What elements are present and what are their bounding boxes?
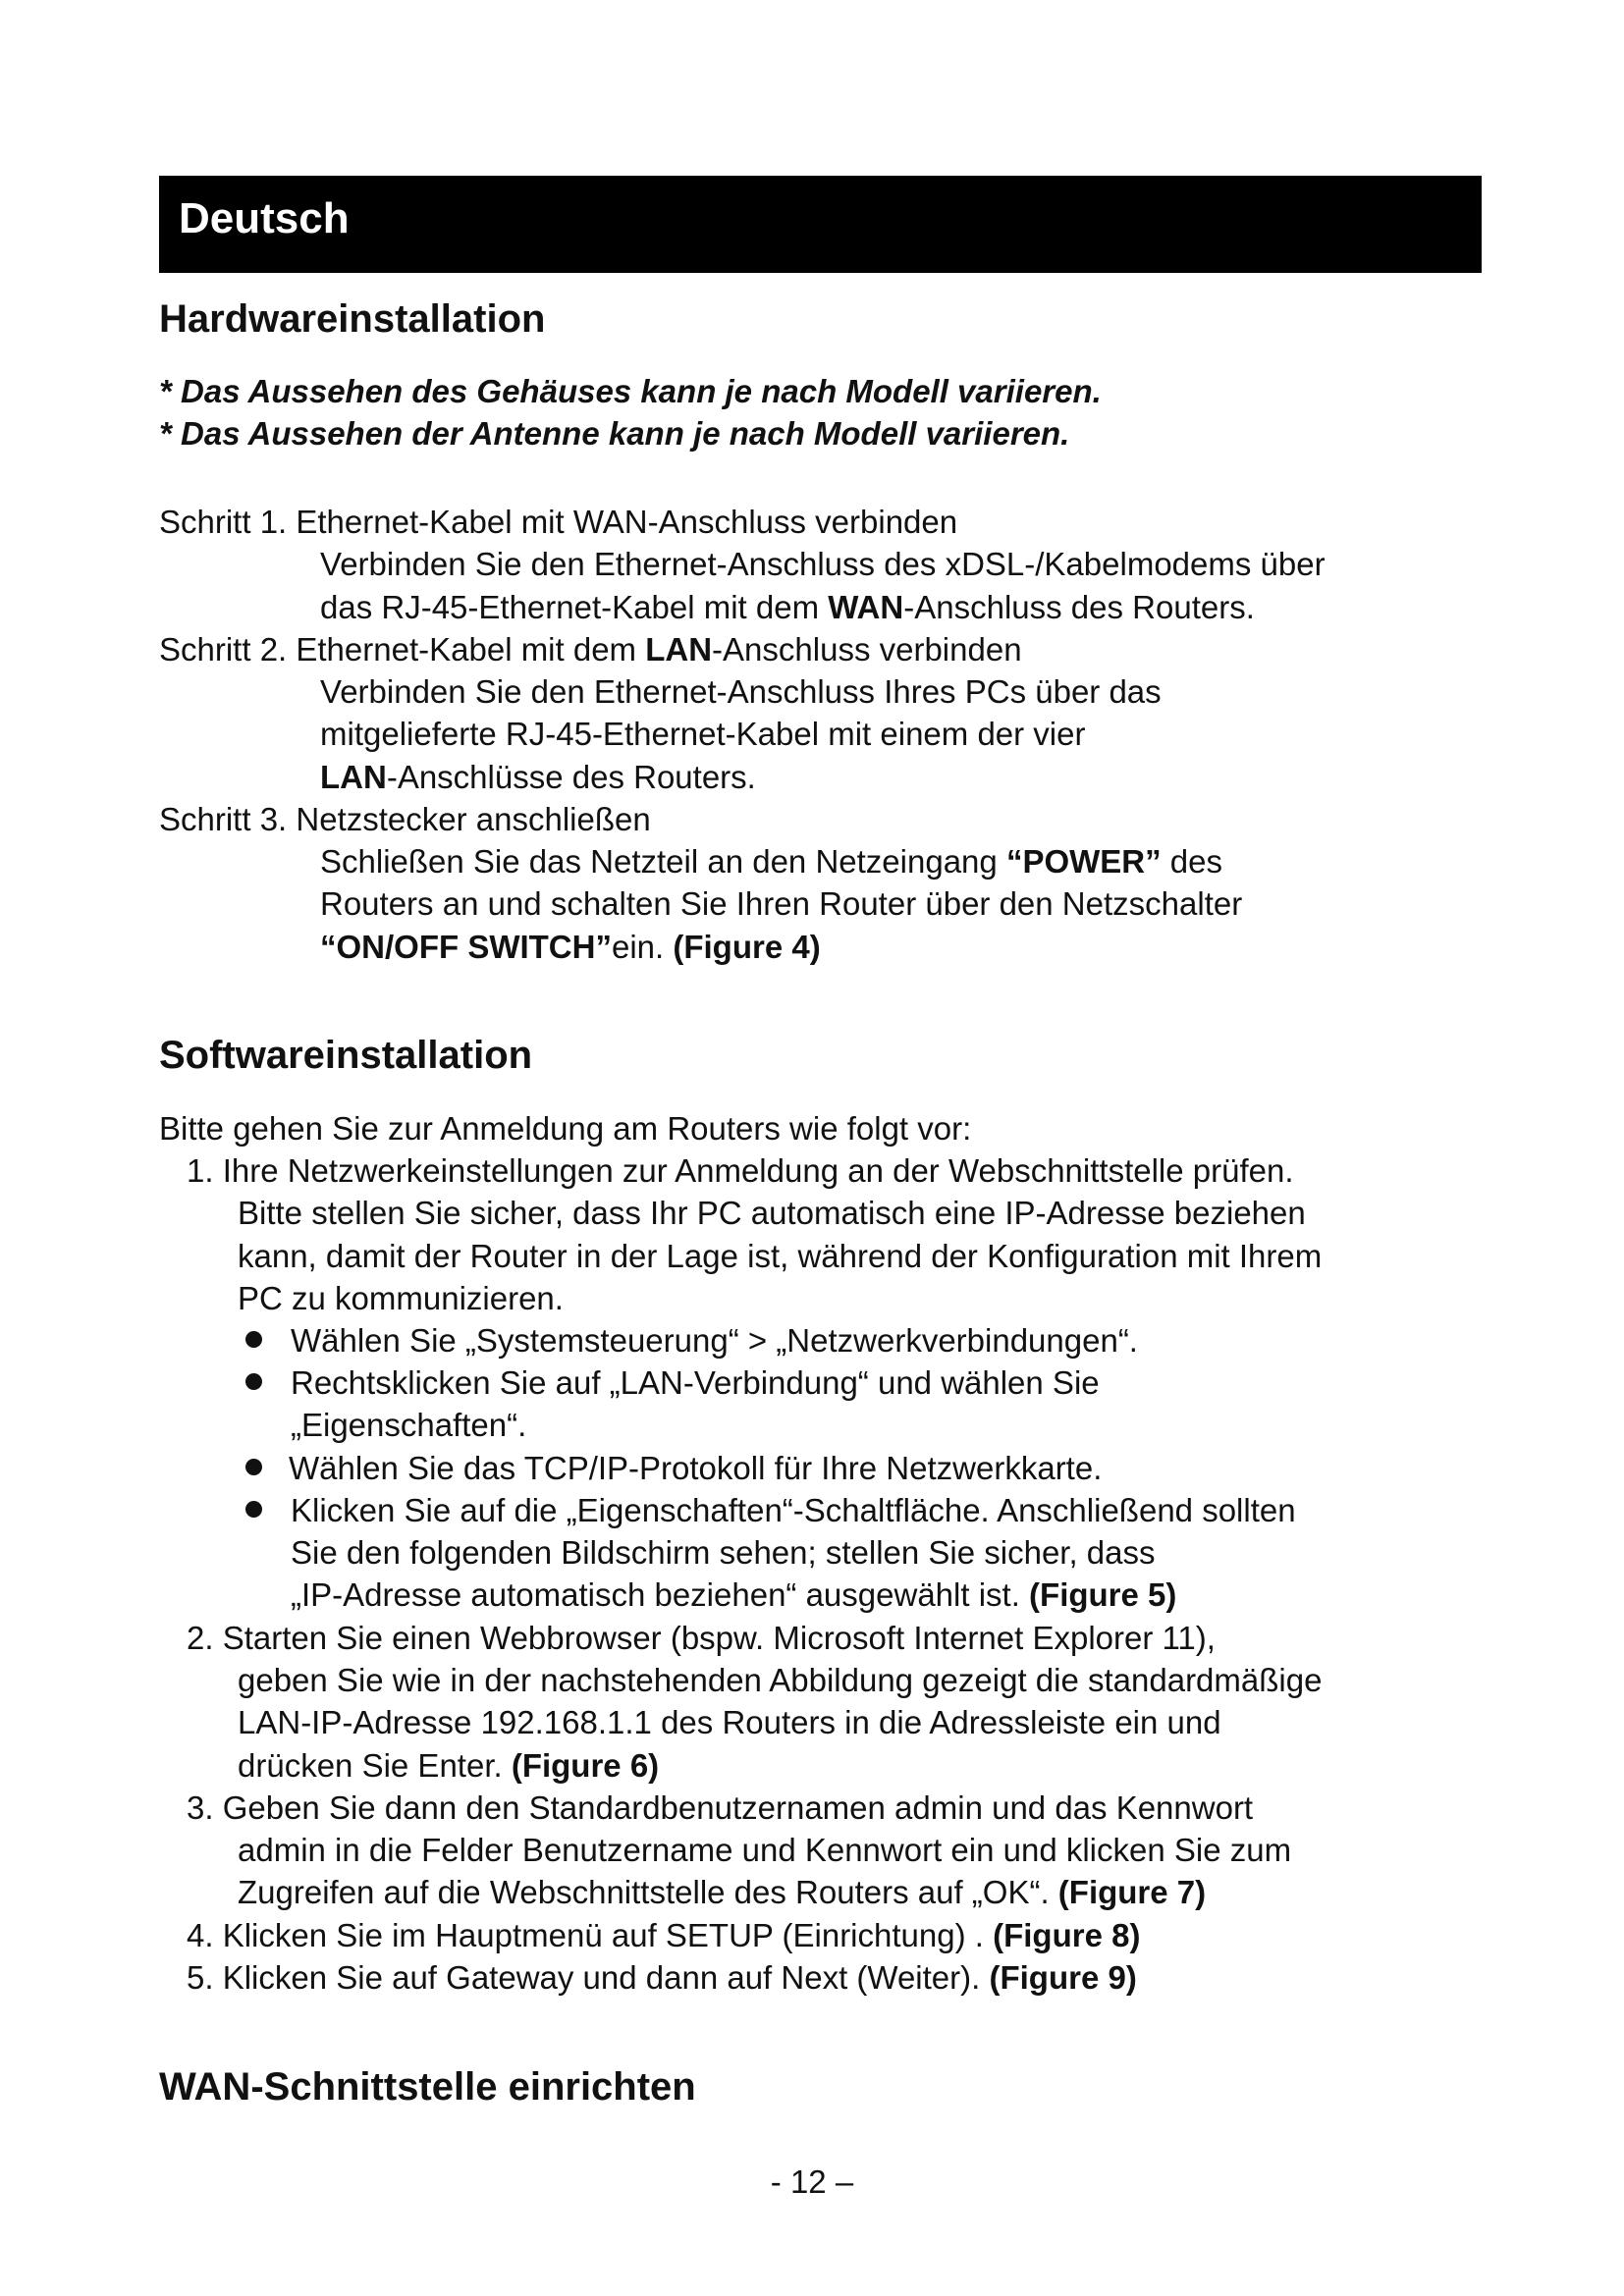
step2-line3-rest: -Anschlüsse des Routers. bbox=[386, 759, 756, 795]
language-banner-label: Deutsch bbox=[179, 194, 350, 242]
bullet2-line2: „Eigenschaften“. bbox=[291, 1407, 527, 1443]
figure-9-ref: (Figure 9) bbox=[989, 1959, 1137, 1996]
bullet3-text: Wählen Sie das TCP/IP-Protokoll für Ihre Netzwerkkarte. bbox=[289, 1450, 1103, 1486]
item1-line4: PC zu kommunizieren. bbox=[238, 1280, 564, 1316]
item3-line3-text: Zugreifen auf die Webschnittstelle des Routers auf „OK“. bbox=[238, 1874, 1058, 1910]
step1-line2 bbox=[320, 591, 1255, 623]
step3-line1 bbox=[320, 845, 1222, 878]
step1-title: Schritt 1. Ethernet-Kabel mit WAN-Anschluss verbinden bbox=[159, 504, 958, 540]
figure-7-ref: (Figure 7) bbox=[1057, 1874, 1207, 1910]
bullet-dot bbox=[245, 1501, 262, 1518]
step2-title bbox=[159, 633, 1022, 666]
bullet4-line1: Klicken Sie auf die „Eigenschaften“-Schaltfläche. Anschließend sollten bbox=[291, 1492, 1296, 1528]
bullet2-line1: Rechtsklicken Sie auf „LAN-Verbindung“ und wählen Sie bbox=[291, 1364, 1100, 1401]
software-intro: Bitte gehen Sie zur Anmeldung am Routers wie folgt vor: bbox=[159, 1110, 972, 1147]
step3-title: Schritt 3. Netzstecker anschließen bbox=[159, 801, 651, 837]
hardware-heading: Hardwareinstallation bbox=[159, 297, 546, 341]
bullet-dot bbox=[245, 1459, 262, 1475]
power-label: “POWER” bbox=[1005, 843, 1162, 880]
antenna-note: * Das Aussehen der Antenne kann je nach Modell variieren. bbox=[159, 415, 1070, 452]
step2-title-rest: -Anschluss verbinden bbox=[712, 631, 1022, 667]
figure-6-ref: (Figure 6) bbox=[511, 1747, 660, 1784]
page-number: - 12 – bbox=[770, 2163, 854, 2200]
step3-line3-text: ein. bbox=[611, 929, 674, 965]
item2-line4-text: drücken Sie Enter. bbox=[238, 1747, 512, 1784]
language-banner bbox=[159, 176, 1482, 273]
item3-line3 bbox=[238, 1876, 1206, 1908]
bullet4-line2: Sie den folgenden Bildschirm sehen; stellen Sie sicher, dass bbox=[291, 1534, 1156, 1571]
step2-line2: mitgelieferte RJ-45-Ethernet-Kabel mit einem der vier bbox=[320, 716, 1086, 752]
step3-line1-text: Schließen Sie das Netzteil an den Netzeingang bbox=[320, 843, 1006, 880]
item5-line bbox=[187, 1961, 1137, 1994]
step1-line2-rest: -Anschluss des Routers. bbox=[903, 589, 1255, 625]
step3-line1-rest: des bbox=[1161, 843, 1222, 880]
step2-title-text: Schritt 2. Ethernet-Kabel mit dem bbox=[159, 631, 646, 667]
software-heading: Softwareinstallation bbox=[159, 1034, 533, 1077]
step3-line2: Routers an und schalten Sie Ihren Router über den Netzschalter bbox=[320, 885, 1243, 922]
housing-note: * Das Aussehen des Gehäuses kann je nach Modell variieren. bbox=[159, 373, 1102, 409]
wan-label: WAN bbox=[828, 589, 904, 625]
item5-text: 5. Klicken Sie auf Gateway und dann auf Next (Weiter). bbox=[187, 1959, 990, 1996]
bullet-dot bbox=[245, 1331, 262, 1348]
step3-line3 bbox=[320, 931, 821, 963]
item2-line1: 2. Starten Sie einen Webbrowser (bspw. Microsoft Internet Explorer 11), bbox=[187, 1620, 1216, 1656]
lan-label-2: LAN bbox=[320, 759, 387, 795]
item1-line1: 1. Ihre Netzwerkeinstellungen zur Anmeldung an der Webschnittstelle prüfen. bbox=[187, 1152, 1294, 1189]
lan-label: LAN bbox=[645, 631, 713, 667]
item3-line2: admin in die Felder Benutzername und Kennwort ein und klicken Sie zum bbox=[238, 1832, 1292, 1868]
bullet4-line3-text: „IP-Adresse automatisch beziehen“ ausgewählt ist. bbox=[291, 1576, 1030, 1613]
item4-line bbox=[187, 1919, 1140, 1951]
wan-heading: WAN-Schnittstelle einrichten bbox=[159, 2065, 696, 2109]
item4-text: 4. Klicken Sie im Hauptmenü auf SETUP (Einrichtung) . bbox=[187, 1917, 994, 1953]
step1-line1: Verbinden Sie den Ethernet-Anschluss des xDSL-/Kabelmodems über bbox=[320, 546, 1326, 582]
step2-line1: Verbinden Sie den Ethernet-Anschluss Ihres PCs über das bbox=[320, 673, 1162, 710]
figure-5-ref: (Figure 5) bbox=[1029, 1576, 1177, 1613]
item1-line2: Bitte stellen Sie sicher, dass Ihr PC automatisch eine IP-Adresse beziehen bbox=[238, 1195, 1306, 1231]
item1-line3: kann, damit der Router in der Lage ist, während der Konfiguration mit Ihrem bbox=[238, 1238, 1323, 1274]
item3-line1: 3. Geben Sie dann den Standardbenutzernamen admin und das Kennwort bbox=[187, 1789, 1254, 1826]
bullet1-text: Wählen Sie „Systemsteuerung“ > „Netzwerkverbindungen“. bbox=[291, 1322, 1138, 1359]
item2-line4 bbox=[238, 1749, 659, 1782]
step2-line3 bbox=[320, 761, 756, 793]
switch-label: “ON/OFF SWITCH” bbox=[320, 929, 612, 965]
figure-4-ref: (Figure 4) bbox=[673, 929, 821, 965]
figure-8-ref: (Figure 8) bbox=[993, 1917, 1141, 1953]
bullet-dot bbox=[245, 1373, 262, 1390]
item2-line3: LAN-IP-Adresse 192.168.1.1 des Routers in die Adressleiste ein und bbox=[238, 1704, 1221, 1740]
item2-line2: geben Sie wie in der nachstehenden Abbildung gezeigt die standardmäßige bbox=[238, 1662, 1323, 1698]
step1-line2-text: das RJ-45-Ethernet-Kabel mit dem bbox=[320, 589, 829, 625]
bullet4-line3 bbox=[291, 1578, 1176, 1611]
